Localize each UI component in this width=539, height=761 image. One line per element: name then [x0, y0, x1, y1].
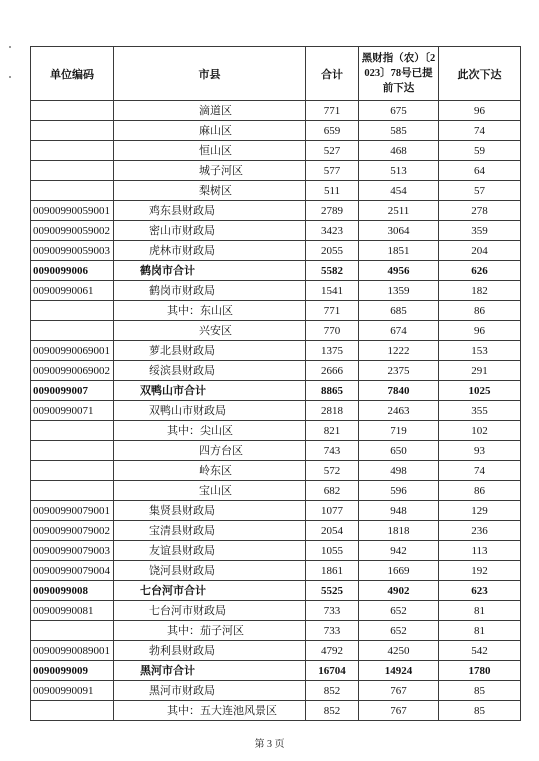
header-region: 市县	[114, 47, 306, 101]
current-allocation-cell: 74	[439, 121, 521, 141]
current-allocation-cell: 85	[439, 681, 521, 701]
unit-code-cell: 00900990089001	[31, 641, 114, 661]
total-cell: 1077	[306, 501, 359, 521]
region-cell: 宝清县财政局	[114, 521, 306, 541]
unit-code-cell: 00900990059001	[31, 201, 114, 221]
region-cell: 密山市财政局	[114, 221, 306, 241]
advanced-allocation-cell: 948	[359, 501, 439, 521]
table-header	[31, 47, 521, 101]
total-cell: 527	[306, 141, 359, 161]
region-cell: 七台河市财政局	[114, 601, 306, 621]
current-allocation-cell: 85	[439, 701, 521, 721]
region-cell: 城子河区	[114, 161, 306, 181]
table-row-subtotal	[31, 661, 521, 681]
region-cell: 勃利县财政局	[114, 641, 306, 661]
advanced-allocation-cell: 4956	[359, 261, 439, 281]
region-cell: 其中：东山区	[114, 301, 306, 321]
advanced-allocation-cell: 767	[359, 681, 439, 701]
current-allocation-cell: 1025	[439, 381, 521, 401]
current-allocation-cell: 153	[439, 341, 521, 361]
region-cell: 其中：五大连池风景区	[114, 701, 306, 721]
document-sheet	[30, 46, 520, 721]
region-cell: 虎林市财政局	[114, 241, 306, 261]
table-row	[31, 181, 521, 201]
region-cell: 麻山区	[114, 121, 306, 141]
unit-code-cell	[31, 141, 114, 161]
advanced-allocation-cell: 1222	[359, 341, 439, 361]
current-allocation-cell: 355	[439, 401, 521, 421]
region-cell: 鹤岗市合计	[114, 261, 306, 281]
advanced-allocation-cell: 596	[359, 481, 439, 501]
table-row	[31, 561, 521, 581]
unit-code-cell: 00900990061	[31, 281, 114, 301]
total-cell: 2055	[306, 241, 359, 261]
unit-code-cell	[31, 101, 114, 121]
current-allocation-cell: 93	[439, 441, 521, 461]
table-row-subtotal	[31, 261, 521, 281]
table-row	[31, 541, 521, 561]
region-cell: 梨树区	[114, 181, 306, 201]
unit-code-cell: 00900990091	[31, 681, 114, 701]
advanced-allocation-cell: 2375	[359, 361, 439, 381]
region-cell: 宝山区	[114, 481, 306, 501]
table-row	[31, 301, 521, 321]
advanced-allocation-cell: 650	[359, 441, 439, 461]
region-cell: 七台河市合计	[114, 581, 306, 601]
region-cell: 友谊县财政局	[114, 541, 306, 561]
table-row	[31, 481, 521, 501]
total-cell: 682	[306, 481, 359, 501]
current-allocation-cell: 278	[439, 201, 521, 221]
current-allocation-cell: 57	[439, 181, 521, 201]
unit-code-cell: 0090099006	[31, 261, 114, 281]
region-cell: 滴道区	[114, 101, 306, 121]
unit-code-cell: 00900990059003	[31, 241, 114, 261]
unit-code-cell	[31, 621, 114, 641]
table-row	[31, 421, 521, 441]
advanced-allocation-cell: 4902	[359, 581, 439, 601]
total-cell: 5582	[306, 261, 359, 281]
advanced-allocation-cell: 1851	[359, 241, 439, 261]
table-row-subtotal	[31, 381, 521, 401]
unit-code-cell: 00900990069002	[31, 361, 114, 381]
table-row	[31, 221, 521, 241]
total-cell: 577	[306, 161, 359, 181]
advanced-allocation-cell: 674	[359, 321, 439, 341]
advanced-allocation-cell: 767	[359, 701, 439, 721]
advanced-allocation-cell: 652	[359, 601, 439, 621]
header-advanced-allocation: 黑财指（农）〔2023〕78号已提前下达	[359, 47, 439, 101]
table-header-row	[31, 47, 521, 101]
region-cell: 集贤县财政局	[114, 501, 306, 521]
total-cell: 733	[306, 601, 359, 621]
current-allocation-cell: 626	[439, 261, 521, 281]
current-allocation-cell: 1780	[439, 661, 521, 681]
advanced-allocation-cell: 719	[359, 421, 439, 441]
advanced-allocation-cell: 2463	[359, 401, 439, 421]
table-row	[31, 321, 521, 341]
current-allocation-cell: 129	[439, 501, 521, 521]
advanced-allocation-cell: 1669	[359, 561, 439, 581]
table-row	[31, 441, 521, 461]
region-cell: 其中：尖山区	[114, 421, 306, 441]
current-allocation-cell: 182	[439, 281, 521, 301]
advanced-allocation-cell: 1359	[359, 281, 439, 301]
current-allocation-cell: 81	[439, 621, 521, 641]
current-allocation-cell: 236	[439, 521, 521, 541]
table-row	[31, 121, 521, 141]
advanced-allocation-cell: 652	[359, 621, 439, 641]
unit-code-cell	[31, 441, 114, 461]
total-cell: 852	[306, 701, 359, 721]
total-cell: 659	[306, 121, 359, 141]
table-row	[31, 701, 521, 721]
region-cell: 双鸭山市财政局	[114, 401, 306, 421]
current-allocation-cell: 542	[439, 641, 521, 661]
current-allocation-cell: 59	[439, 141, 521, 161]
current-allocation-cell: 102	[439, 421, 521, 441]
header-unit-code: 单位编码	[31, 47, 114, 101]
table-row	[31, 681, 521, 701]
advanced-allocation-cell: 675	[359, 101, 439, 121]
total-cell: 771	[306, 101, 359, 121]
unit-code-cell: 0090099008	[31, 581, 114, 601]
current-allocation-cell: 204	[439, 241, 521, 261]
advanced-allocation-cell: 454	[359, 181, 439, 201]
table-row	[31, 621, 521, 641]
total-cell: 770	[306, 321, 359, 341]
region-cell: 黑河市合计	[114, 661, 306, 681]
scan-mark	[9, 76, 11, 78]
total-cell: 852	[306, 681, 359, 701]
total-cell: 1055	[306, 541, 359, 561]
table-row	[31, 241, 521, 261]
total-cell: 1541	[306, 281, 359, 301]
region-cell: 饶河县财政局	[114, 561, 306, 581]
total-cell: 16704	[306, 661, 359, 681]
table-body	[31, 101, 521, 721]
current-allocation-cell: 623	[439, 581, 521, 601]
scan-mark	[9, 46, 11, 48]
total-cell: 3423	[306, 221, 359, 241]
region-cell: 恒山区	[114, 141, 306, 161]
table-row-subtotal	[31, 581, 521, 601]
total-cell: 2818	[306, 401, 359, 421]
allocation-table	[30, 46, 521, 721]
region-cell: 绥滨县财政局	[114, 361, 306, 381]
table-row	[31, 341, 521, 361]
unit-code-cell	[31, 701, 114, 721]
advanced-allocation-cell: 585	[359, 121, 439, 141]
total-cell: 1861	[306, 561, 359, 581]
table-row	[31, 101, 521, 121]
advanced-allocation-cell: 513	[359, 161, 439, 181]
total-cell: 2054	[306, 521, 359, 541]
total-cell: 511	[306, 181, 359, 201]
region-cell: 萝北县财政局	[114, 341, 306, 361]
region-cell: 双鸭山市合计	[114, 381, 306, 401]
table-row	[31, 641, 521, 661]
total-cell: 771	[306, 301, 359, 321]
unit-code-cell	[31, 161, 114, 181]
header-total: 合计	[306, 47, 359, 101]
unit-code-cell	[31, 461, 114, 481]
unit-code-cell	[31, 421, 114, 441]
unit-code-cell	[31, 181, 114, 201]
advanced-allocation-cell: 498	[359, 461, 439, 481]
unit-code-cell: 00900990071	[31, 401, 114, 421]
unit-code-cell: 00900990079001	[31, 501, 114, 521]
unit-code-cell	[31, 321, 114, 341]
unit-code-cell	[31, 121, 114, 141]
unit-code-cell: 00900990069001	[31, 341, 114, 361]
current-allocation-cell: 86	[439, 301, 521, 321]
table-row	[31, 281, 521, 301]
current-allocation-cell: 96	[439, 101, 521, 121]
current-allocation-cell: 359	[439, 221, 521, 241]
current-allocation-cell: 291	[439, 361, 521, 381]
region-cell: 鸡东县财政局	[114, 201, 306, 221]
total-cell: 2789	[306, 201, 359, 221]
total-cell: 8865	[306, 381, 359, 401]
advanced-allocation-cell: 2511	[359, 201, 439, 221]
unit-code-cell: 00900990079002	[31, 521, 114, 541]
table-row	[31, 601, 521, 621]
current-allocation-cell: 86	[439, 481, 521, 501]
total-cell: 5525	[306, 581, 359, 601]
advanced-allocation-cell: 468	[359, 141, 439, 161]
total-cell: 821	[306, 421, 359, 441]
region-cell: 鹤岗市财政局	[114, 281, 306, 301]
advanced-allocation-cell: 7840	[359, 381, 439, 401]
advanced-allocation-cell: 4250	[359, 641, 439, 661]
table-row	[31, 161, 521, 181]
page-number: 第 3 页	[254, 739, 285, 750]
current-allocation-cell: 192	[439, 561, 521, 581]
region-cell: 黑河市财政局	[114, 681, 306, 701]
unit-code-cell: 00900990059002	[31, 221, 114, 241]
total-cell: 4792	[306, 641, 359, 661]
current-allocation-cell: 81	[439, 601, 521, 621]
current-allocation-cell: 96	[439, 321, 521, 341]
region-cell: 四方台区	[114, 441, 306, 461]
total-cell: 2666	[306, 361, 359, 381]
current-allocation-cell: 74	[439, 461, 521, 481]
table-row	[31, 401, 521, 421]
total-cell: 733	[306, 621, 359, 641]
unit-code-cell: 0090099007	[31, 381, 114, 401]
region-cell: 兴安区	[114, 321, 306, 341]
total-cell: 743	[306, 441, 359, 461]
table-row	[31, 501, 521, 521]
total-cell: 1375	[306, 341, 359, 361]
current-allocation-cell: 113	[439, 541, 521, 561]
header-current-allocation: 此次下达	[439, 47, 521, 101]
advanced-allocation-cell: 3064	[359, 221, 439, 241]
region-cell: 岭东区	[114, 461, 306, 481]
unit-code-cell	[31, 481, 114, 501]
region-cell: 其中：茄子河区	[114, 621, 306, 641]
total-cell: 572	[306, 461, 359, 481]
advanced-allocation-cell: 685	[359, 301, 439, 321]
unit-code-cell: 00900990079003	[31, 541, 114, 561]
unit-code-cell: 0090099009	[31, 661, 114, 681]
unit-code-cell	[31, 301, 114, 321]
table-row	[31, 141, 521, 161]
table-row	[31, 201, 521, 221]
unit-code-cell: 00900990081	[31, 601, 114, 621]
unit-code-cell: 00900990079004	[31, 561, 114, 581]
advanced-allocation-cell: 942	[359, 541, 439, 561]
table-row	[31, 521, 521, 541]
table-row	[31, 361, 521, 381]
advanced-allocation-cell: 1818	[359, 521, 439, 541]
current-allocation-cell: 64	[439, 161, 521, 181]
advanced-allocation-cell: 14924	[359, 661, 439, 681]
table-row	[31, 461, 521, 481]
